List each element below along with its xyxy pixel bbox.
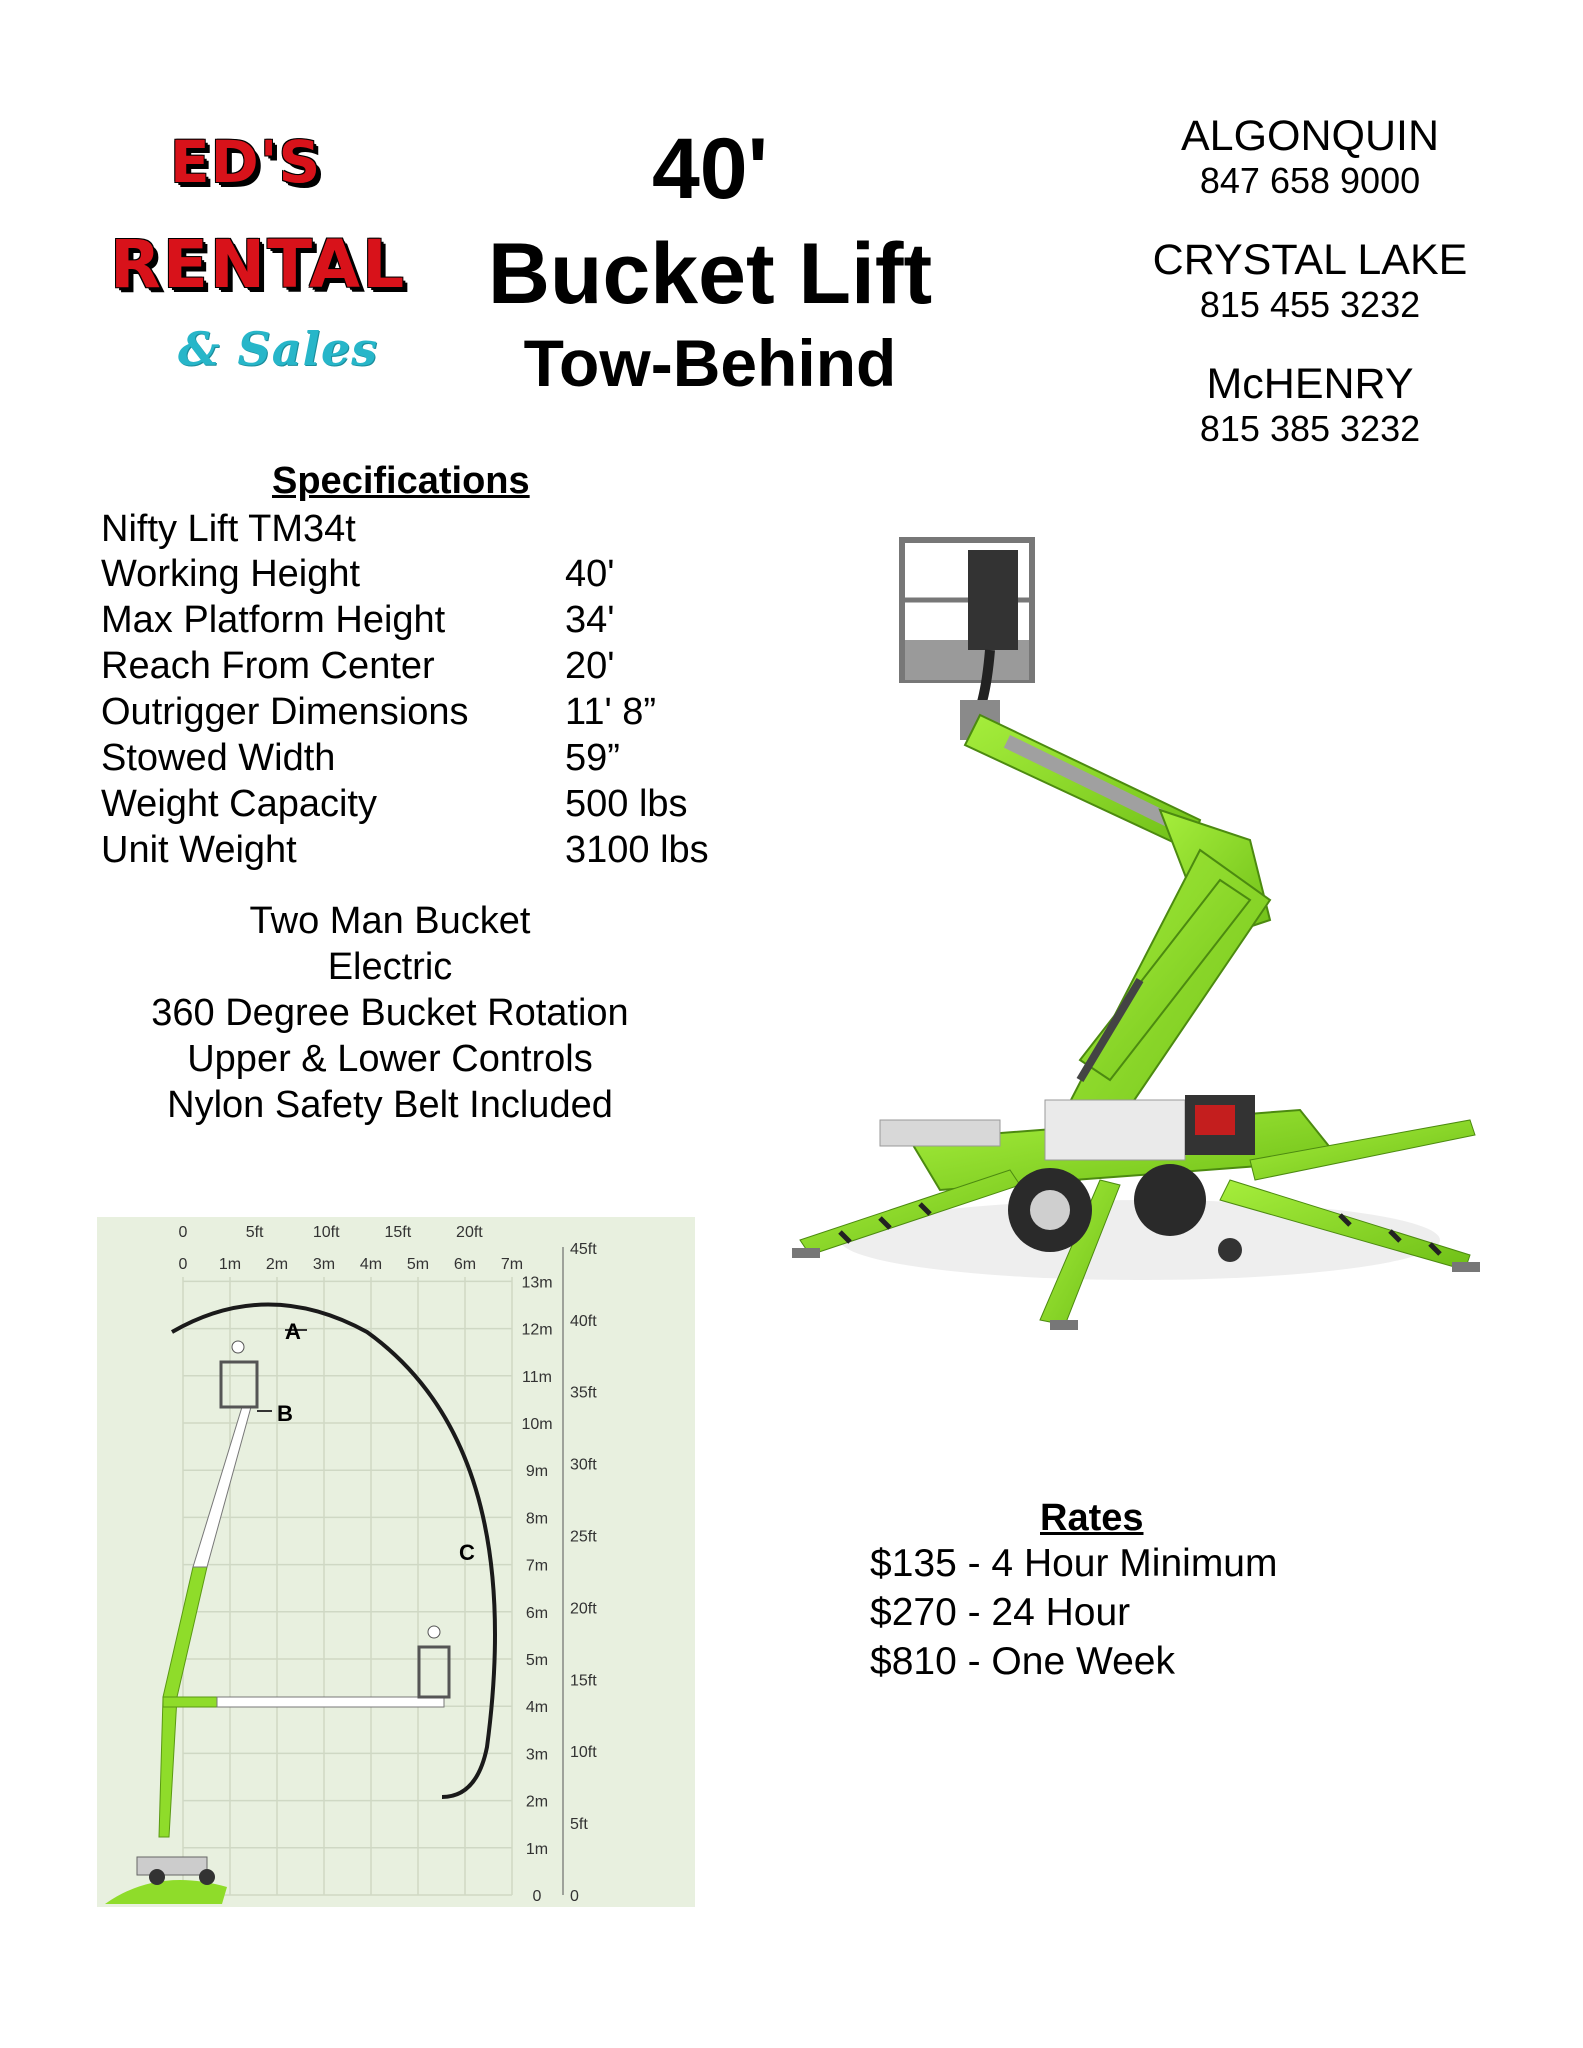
top-m-tick-label: 1m — [218, 1256, 242, 1273]
right-m-tick-label: 10m — [521, 1416, 553, 1433]
top-ft-tick-label: 15ft — [384, 1224, 412, 1241]
rate-item: $270 - 24 Hour — [870, 1591, 1131, 1634]
reach-diagram — [97, 1217, 695, 1907]
specs-heading: Specifications — [272, 460, 530, 502]
right-ft-tick-label: 45ft — [570, 1240, 597, 1258]
spec-row — [101, 599, 709, 645]
spec-label: Max Platform Height — [101, 599, 446, 641]
spec-row — [101, 553, 709, 599]
location-phone: 815 455 3232 — [1199, 284, 1421, 325]
specs-model: Nifty Lift TM34t — [101, 508, 356, 550]
top-m-tick-label: 0 — [178, 1256, 188, 1273]
location-phone: 847 658 9000 — [1199, 160, 1421, 201]
right-m-tick-label: 7m — [525, 1557, 549, 1575]
location-algonquin — [1120, 112, 1500, 202]
spec-value: 3100 lbs — [565, 829, 709, 871]
feature-item: Upper & Lower Controls — [187, 1038, 593, 1080]
title-height: 40' — [651, 121, 769, 217]
marker-b: B — [277, 1401, 293, 1426]
spec-value: 40' — [565, 553, 615, 595]
top-ft-tick-label: 20ft — [456, 1224, 483, 1241]
top-m-tick-label: 6m — [453, 1256, 477, 1273]
spec-row — [101, 783, 709, 829]
location-mchenry — [1120, 360, 1500, 450]
locations-list — [1120, 112, 1500, 484]
right-m-tick-label: 12m — [521, 1321, 553, 1339]
top-m-tick-label: 2m — [265, 1256, 289, 1273]
right-m-tick-label: 6m — [525, 1604, 549, 1622]
right-m-tick-label: 8m — [525, 1510, 549, 1528]
right-ft-tick-label: 20ft — [570, 1600, 597, 1618]
top-ft-tick-label: 0 — [178, 1224, 188, 1241]
right-ft-tick-label: 30ft — [570, 1456, 597, 1474]
spec-label: Weight Capacity — [101, 783, 377, 825]
spec-row — [101, 737, 709, 783]
location-name: McHENRY — [1206, 360, 1414, 408]
spec-label: Unit Weight — [101, 829, 297, 871]
right-ft-tick-label: 0 — [570, 1888, 579, 1905]
bucket-lift-photo — [780, 520, 1480, 1340]
rate-item: $810 - One Week — [870, 1640, 1175, 1683]
right-m-tick-label: 2m — [525, 1793, 549, 1811]
right-ft-tick-label: 35ft — [570, 1384, 597, 1402]
top-ft-tick-label: 10ft — [312, 1224, 340, 1241]
top-ft-tick-label: 5ft — [245, 1224, 264, 1241]
marker-c: C — [459, 1540, 475, 1565]
rates-list — [870, 1542, 1277, 1689]
spec-value: 34' — [565, 599, 615, 641]
logo-eds: ED'S — [170, 128, 322, 196]
top-m-tick-label: 7m — [500, 1256, 524, 1273]
spec-value: 500 lbs — [565, 783, 688, 825]
logo-sales: & Sales — [178, 322, 379, 376]
feature-item: Nylon Safety Belt Included — [167, 1084, 613, 1126]
spec-value: 11' 8” — [565, 691, 657, 733]
marker-a: A — [285, 1319, 301, 1344]
right-m-tick-label: 13m — [521, 1274, 553, 1292]
title-type: Tow-Behind — [523, 326, 897, 400]
spec-value: 20' — [565, 645, 615, 687]
spec-label: Reach From Center — [101, 645, 435, 687]
location-crystal-lake — [1120, 236, 1500, 326]
spec-label: Stowed Width — [101, 737, 336, 779]
top-m-tick-label: 4m — [359, 1256, 383, 1273]
right-ft-tick-label: 10ft — [570, 1744, 597, 1762]
spec-value: 59” — [565, 737, 620, 779]
right-m-tick-label: 1m — [525, 1840, 549, 1858]
top-m-tick-label: 3m — [312, 1256, 336, 1273]
logo-rental: RENTAL — [110, 226, 407, 303]
location-name: ALGONQUIN — [1180, 112, 1440, 160]
spec-label: Working Height — [101, 553, 361, 595]
features-list — [90, 898, 690, 1128]
specs-table — [101, 553, 709, 875]
right-m-tick-label: 0 — [532, 1888, 542, 1905]
location-phone: 815 385 3232 — [1199, 408, 1421, 449]
feature-item: Electric — [327, 946, 453, 988]
rates-heading: Rates — [1040, 1497, 1144, 1539]
spec-label: Outrigger Dimensions — [101, 691, 469, 733]
right-m-tick-label: 4m — [525, 1699, 549, 1717]
spec-row — [101, 691, 709, 737]
right-m-tick-label: 11m — [522, 1368, 552, 1386]
top-m-tick-label: 5m — [406, 1256, 430, 1273]
feature-item: 360 Degree Bucket Rotation — [151, 992, 629, 1034]
feature-item: Two Man Bucket — [249, 900, 531, 942]
right-ft-tick-label: 25ft — [570, 1528, 597, 1546]
location-name: CRYSTAL LAKE — [1152, 236, 1468, 284]
rate-item: $135 - 4 Hour Minimum — [870, 1542, 1278, 1585]
right-ft-tick-label: 15ft — [570, 1672, 597, 1690]
right-ft-tick-label: 40ft — [570, 1312, 597, 1330]
spec-row — [101, 829, 709, 875]
spec-row — [101, 645, 709, 691]
right-m-tick-label: 5m — [525, 1652, 549, 1669]
title-product: Bucket Lift — [487, 226, 933, 322]
right-m-tick-label: 9m — [525, 1463, 549, 1481]
right-m-tick-label: 3m — [525, 1746, 549, 1764]
reach-diagram-background — [97, 1217, 695, 1907]
right-ft-tick-label: 5ft — [570, 1816, 588, 1834]
